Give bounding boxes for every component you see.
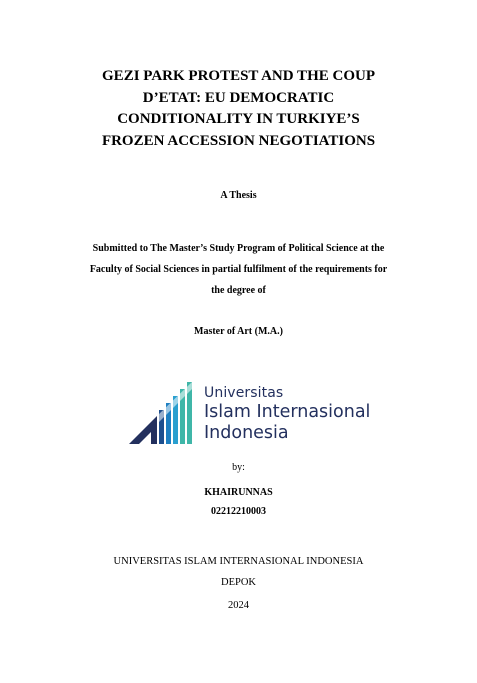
title-line: GEZI PARK PROTEST AND THE COUP <box>102 68 375 84</box>
submission-line: the degree of <box>211 285 266 296</box>
submission-statement <box>40 238 437 301</box>
student-id: 02212210003 <box>211 506 266 517</box>
publication-year: 2024 <box>228 600 249 611</box>
university-name: UNIVERSITAS ISLAM INTERNASIONAL INDONESIA <box>113 556 364 567</box>
city-name: DEPOK <box>220 577 256 588</box>
by-label: by: <box>232 462 245 473</box>
wordmark-line: Universitas <box>204 385 284 401</box>
submission-line: Faculty of Social Sciences in partial fulfilment of the requirements for <box>89 264 388 275</box>
submission-line: Submitted to The Master’s Study Program of Political Science at the <box>92 243 385 254</box>
uiii-emblem-icon <box>129 380 199 446</box>
title-line: CONDITIONALITY IN TURKIYE’S <box>117 111 360 127</box>
title-line: FROZEN ACCESSION NEGOTIATIONS <box>101 132 376 149</box>
author-name: KHAIRUNNAS <box>204 487 273 498</box>
document-type: A Thesis <box>220 190 257 201</box>
wordmark-line: Islam Internasional <box>204 402 371 422</box>
degree-name: Master of Art (M.A.) <box>194 326 283 337</box>
university-logo <box>129 380 374 446</box>
university-wordmark <box>204 386 370 442</box>
thesis-title <box>40 66 437 152</box>
wordmark-line: Indonesia <box>204 422 289 443</box>
title-line: D’ETAT: EU DEMOCRATIC <box>142 89 335 106</box>
